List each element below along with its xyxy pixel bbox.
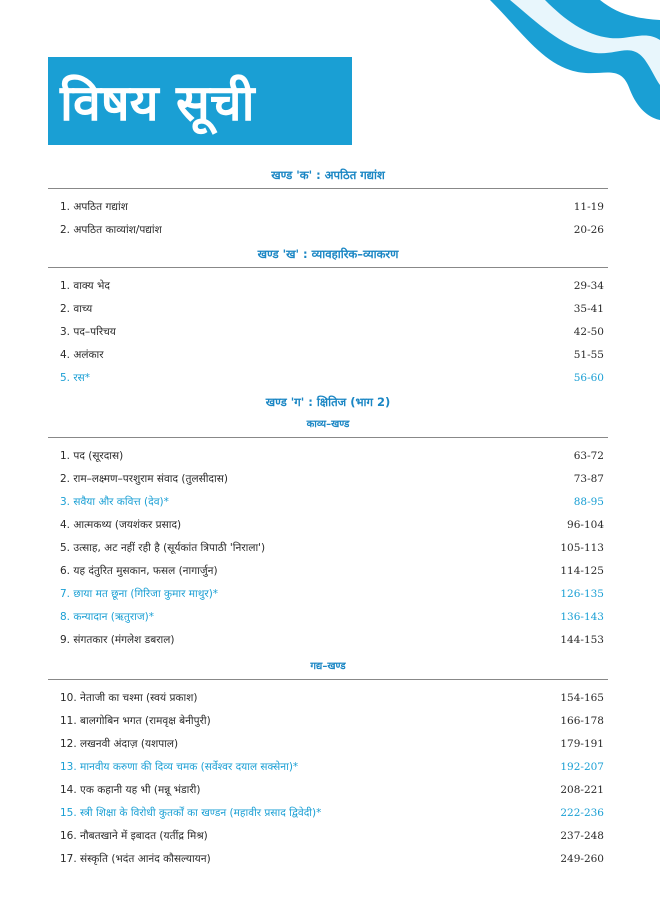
- toc-item-pages: 105-113: [560, 541, 604, 554]
- toc-item-label: 14. एक कहानी यह भी (मन्नू भंडारी): [60, 783, 201, 796]
- toc-item-pages: 63-72: [573, 449, 604, 462]
- toc-item-label: 5. उत्साह, अट नहीं रही है (सूर्यकांत त्रिपाठी 'निराला'): [60, 541, 266, 554]
- toc-item[interactable]: [48, 467, 608, 490]
- toc-item-label: 15. स्त्री शिक्षा के विरोधी कुतर्कों का खण्डन (महावीर प्रसाद द्विवेदी)*: [60, 806, 322, 819]
- divider: [48, 188, 608, 189]
- toc-item-pages: 208-221: [560, 783, 604, 796]
- toc-item-pages: 166-178: [560, 714, 604, 727]
- divider: [48, 679, 608, 680]
- toc-item-label: 1. वाक्य भेद: [60, 279, 110, 292]
- toc-item-label: 8. कन्यादान (ऋतुराज)*: [60, 610, 154, 623]
- toc-item-pages: 237-248: [560, 829, 604, 842]
- toc-item[interactable]: [48, 536, 608, 559]
- decorative-wave-graphic: [450, 0, 660, 120]
- toc-item-label: 17. संस्कृति (भदंत आनंद कौसल्यायन): [60, 852, 211, 865]
- toc-item-label: 7. छाया मत छूना (गिरिजा कुमार माथुर)*: [60, 587, 219, 600]
- toc-item[interactable]: [48, 218, 608, 241]
- toc-item-pages: 249-260: [560, 852, 604, 865]
- divider: [48, 437, 608, 438]
- toc-item[interactable]: [48, 628, 608, 651]
- toc-item[interactable]: [48, 490, 608, 513]
- toc-item[interactable]: [48, 582, 608, 605]
- toc-item-label: 6. यह दंतुरित मुसकान, फसल (नागार्जुन): [60, 564, 218, 577]
- toc-item-label: 4. आत्मकथ्य (जयशंकर प्रसाद): [60, 518, 182, 531]
- toc-item[interactable]: [48, 444, 608, 467]
- toc-item[interactable]: [48, 686, 608, 709]
- toc-item-pages: 192-207: [560, 760, 604, 773]
- section-heading-c: खण्ड 'ग' : क्षितिज (भाग 2): [265, 395, 391, 409]
- toc-item-pages: 56-60: [573, 371, 604, 384]
- toc-item-pages: 179-191: [560, 737, 604, 750]
- toc-item-label: 10. नेताजी का चश्मा (स्वयं प्रकाश): [60, 691, 198, 704]
- toc-item[interactable]: [48, 732, 608, 755]
- section-heading-b: खण्ड 'ख' : व्यावहारिक–व्याकरण: [257, 247, 399, 261]
- toc-item[interactable]: [48, 824, 608, 847]
- toc-item-pages: 20-26: [573, 223, 604, 236]
- toc-item[interactable]: [48, 297, 608, 320]
- toc-item-label: 5. रस*: [60, 371, 90, 384]
- toc-item-pages: 29-34: [573, 279, 604, 292]
- toc-item[interactable]: [48, 513, 608, 536]
- toc-item[interactable]: [48, 195, 608, 218]
- toc-item-pages: 126-135: [560, 587, 604, 600]
- toc-item-label: 3. पद–परिचय: [60, 325, 116, 338]
- toc-item-pages: 96-104: [567, 518, 604, 531]
- toc-item[interactable]: [48, 343, 608, 366]
- subsection-heading-poetry: काव्य–खण्ड: [306, 419, 350, 430]
- toc-item[interactable]: [48, 801, 608, 824]
- toc-item-pages: 222-236: [560, 806, 604, 819]
- toc-item-pages: 144-153: [560, 633, 604, 646]
- toc-item-pages: 88-95: [573, 495, 604, 508]
- toc-item-label: 1. पद (सूरदास): [60, 449, 124, 462]
- toc-item-label: 2. वाच्य: [60, 302, 93, 315]
- toc-item[interactable]: [48, 559, 608, 582]
- toc-item[interactable]: [48, 847, 608, 870]
- divider: [48, 267, 608, 268]
- toc-item[interactable]: [48, 320, 608, 343]
- toc-item-label: 9. संगतकार (मंगलेश डबराल): [60, 633, 175, 646]
- toc-item[interactable]: [48, 709, 608, 732]
- toc-item-label: 16. नौबतखाने में इबादत (यतींद्र मिश्र): [60, 829, 208, 842]
- table-of-contents: [48, 162, 608, 870]
- toc-item-label: 2. अपठित काव्यांश/पद्यांश: [60, 223, 162, 236]
- toc-item-label: 1. अपठित गद्यांश: [60, 200, 128, 213]
- toc-item-label: 12. लखनवी अंदाज़ (यशपाल): [60, 737, 179, 750]
- toc-item[interactable]: [48, 778, 608, 801]
- toc-item-pages: 154-165: [560, 691, 604, 704]
- page-title: विषय सूची: [48, 57, 352, 145]
- toc-item[interactable]: [48, 605, 608, 628]
- subsection-heading-prose: गद्य–खण्ड: [310, 661, 346, 672]
- toc-item-label: 11. बालगोबिन भगत (रामवृक्ष बेनीपुरी): [60, 714, 211, 727]
- toc-item-pages: 51-55: [573, 348, 604, 361]
- toc-item-label: 4. अलंकार: [60, 348, 104, 361]
- toc-item-pages: 136-143: [560, 610, 604, 623]
- toc-item-label: 13. मानवीय करुणा की दिव्य चमक (सर्वेश्वर दयाल सक्सेना)*: [60, 760, 299, 773]
- toc-item-pages: 73-87: [573, 472, 604, 485]
- toc-item-pages: 11-19: [573, 200, 604, 213]
- toc-item[interactable]: [48, 755, 608, 778]
- toc-item-label: 3. सवैया और कवित्त (देव)*: [60, 495, 169, 508]
- toc-item-pages: 114-125: [560, 564, 604, 577]
- toc-item[interactable]: [48, 366, 608, 389]
- toc-item[interactable]: [48, 274, 608, 297]
- toc-item-pages: 35-41: [573, 302, 604, 315]
- section-heading-a: खण्ड 'क' : अपठित गद्यांश: [271, 168, 385, 182]
- toc-item-pages: 42-50: [573, 325, 604, 338]
- toc-item-label: 2. राम–लक्ष्मण–परशुराम संवाद (तुलसीदास): [60, 472, 228, 485]
